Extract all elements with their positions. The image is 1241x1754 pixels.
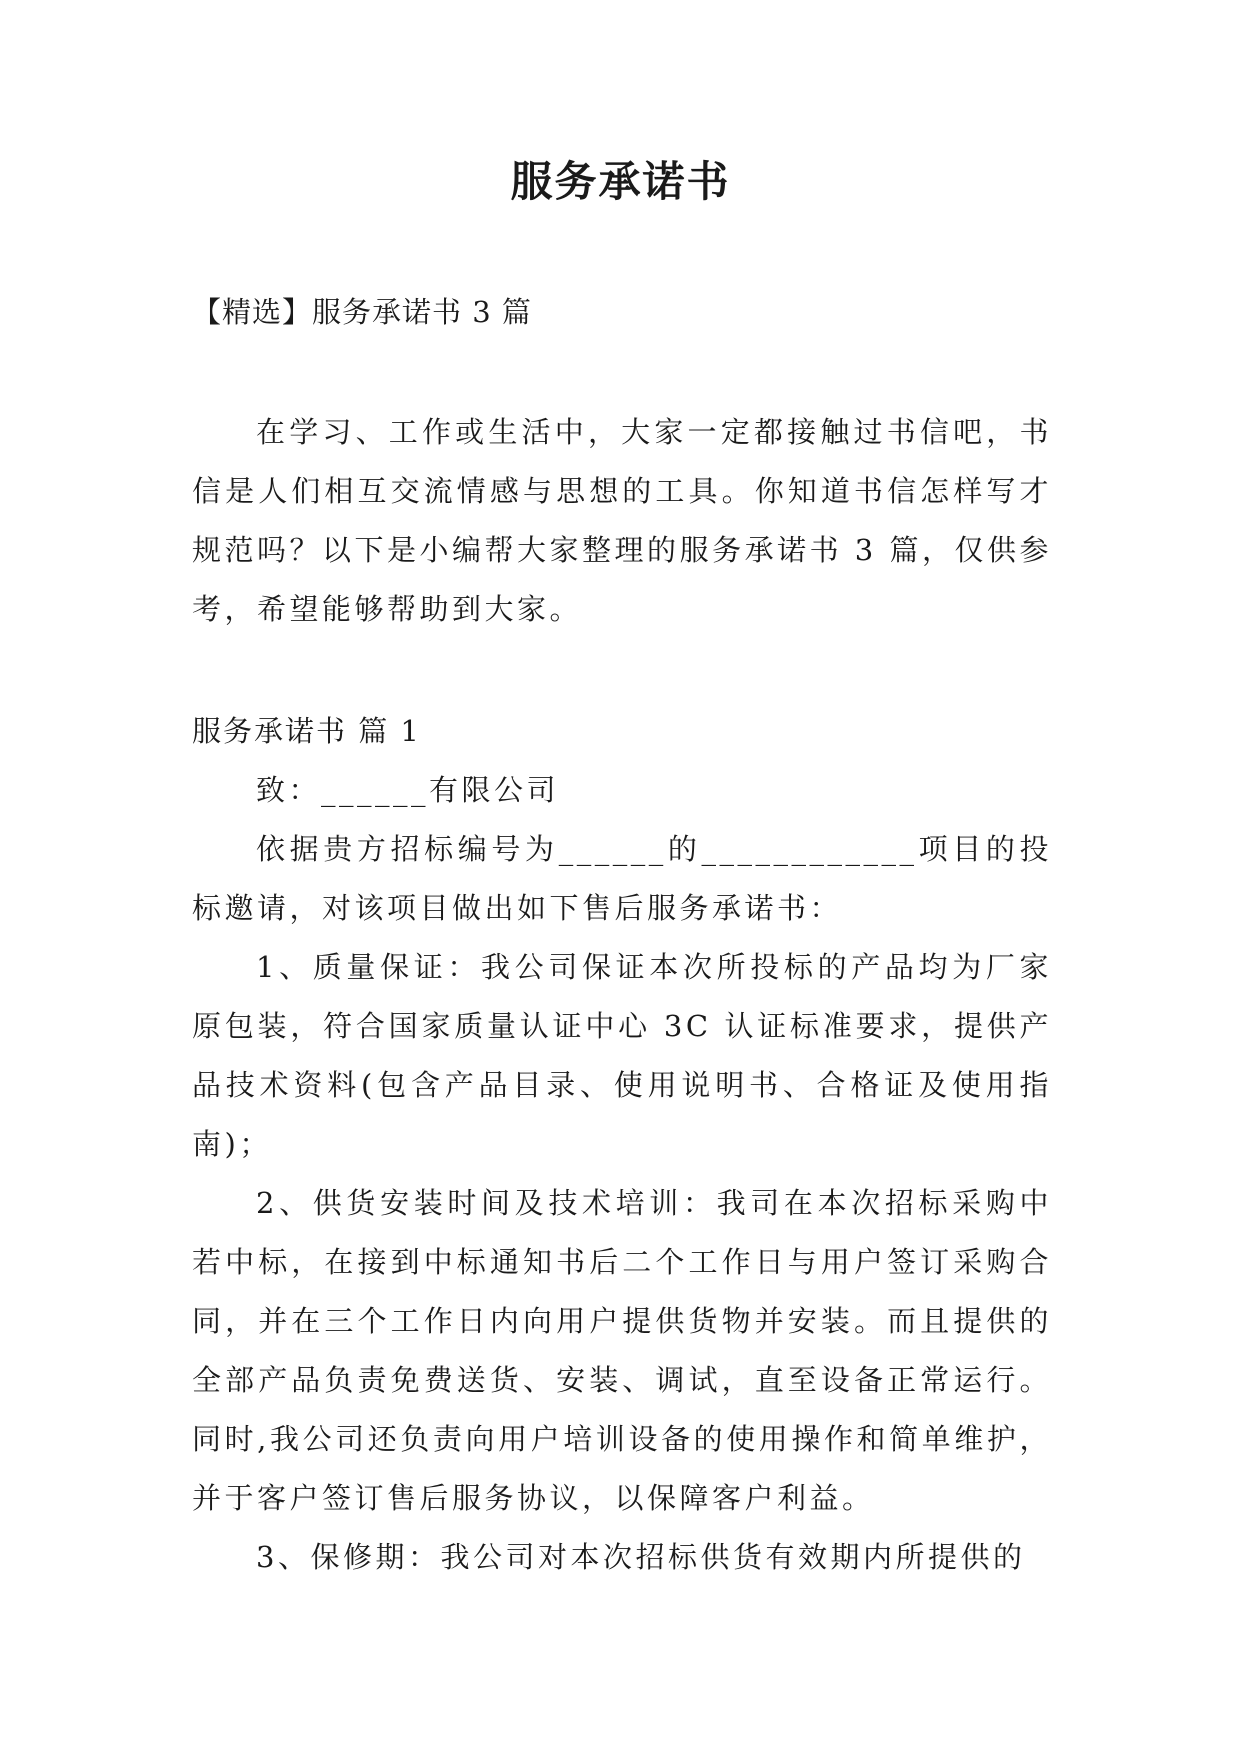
document-subtitle: 【精选】服务承诺书 3 篇	[192, 295, 532, 329]
recipient-line: 致：______有限公司	[256, 773, 560, 807]
basis-paragraph: 依据贵方招标编号为______的____________项目的投标邀请，对该项目做出如下售后服务承诺书：	[192, 832, 1052, 925]
item-quality-guarantee: 1、质量保证：我公司保证本次所投标的产品均为厂家原包装，符合国家质量认证中心 3C 认证标准要求，提供产品技术资料(包含产品目录、使用说明书、合格证及使用指南)；	[192, 950, 1052, 1161]
intro-paragraph: 在学习、工作或生活中，大家一定都接触过书信吧，书信是人们相互交流情感与思想的工具。你知道书信怎样写才规范吗？以下是小编帮大家整理的服务承诺书 3 篇，仅供参考，希望能够帮助到大家。	[192, 415, 1052, 626]
section-heading: 服务承诺书 篇 1	[192, 714, 421, 748]
item-warranty: 3、保修期：我公司对本次招标供货有效期内所提供的	[256, 1540, 1026, 1574]
document-title: 服务承诺书	[510, 157, 731, 206]
item-delivery-training: 2、供货安装时间及技术培训：我司在本次招标采购中若中标，在接到中标通知书后二个工作日与用户签订采购合同，并在三个工作日内向用户提供货物并安装。而且提供的全部产品负责免费送货、安装、调试，直至设备正常运行。同时,我公司还负责向用户培训设备的使用操作和简单维护，并于客户签订售后服务协议，以保障客户利益。	[192, 1186, 1052, 1515]
